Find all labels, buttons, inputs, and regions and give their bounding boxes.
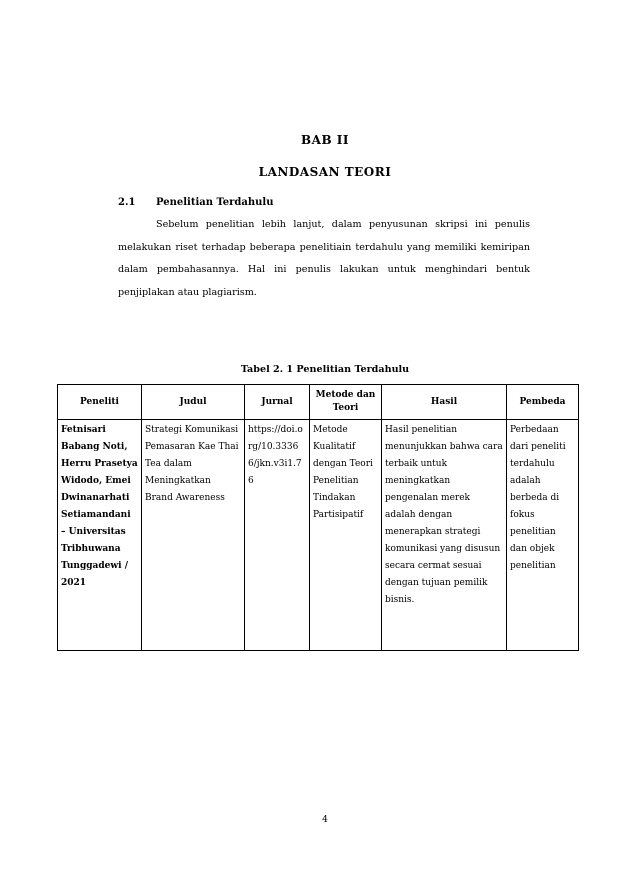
table-row bbox=[58, 420, 579, 651]
section-title: Penelitian Terdahulu bbox=[156, 197, 274, 208]
section-number: 2.1 bbox=[118, 197, 136, 208]
header-hasil: Hasil bbox=[382, 385, 507, 420]
header-peneliti: Peneliti bbox=[58, 385, 142, 420]
chapter-title: LANDASAN TEORI bbox=[258, 165, 392, 179]
cell-pembeda: Perbedaan dari peneliti terdahulu adalah berbeda di fokus penelitian dan objek penelitian bbox=[507, 420, 579, 651]
previous-research-table bbox=[57, 384, 579, 651]
header-jurnal: Jurnal bbox=[245, 385, 310, 420]
cell-hasil: Hasil penelitian menunjukkan bahwa cara terbaik untuk meningkatkan pengenalan merek adalah dengan menerapkan strategi komunikasi yang disusun secara cermat sesuai dengan tujuan pemilik bisnis. bbox=[382, 420, 507, 651]
table-caption: Tabel 2. 1 Penelitian Terdahulu bbox=[240, 364, 410, 375]
intro-paragraph-first-line: Sebelum penelitian lebih lanjut, dalam penyusunan skripsi ini penulis bbox=[156, 219, 530, 230]
chapter-heading: BAB II bbox=[301, 133, 349, 147]
cell-metode: Metode Kualitatif dengan Teori Penelitian Tindakan Partisipatif bbox=[310, 420, 382, 651]
header-judul: Judul bbox=[142, 385, 245, 420]
table-header-row bbox=[58, 385, 579, 420]
header-metode: Metode dan Teori bbox=[310, 385, 382, 420]
cell-peneliti: Fetnisari Babang Noti, Herru Prasetya Widodo, Emei Dwinanarhati Setiamandani – Universitas Tribhuwana Tunggadewi / 2021 bbox=[58, 420, 142, 651]
cell-jurnal-link[interactable]: https://doi.org/10.33366/jkn.v3i1.76 bbox=[245, 420, 310, 651]
intro-paragraph-rest: melakukan riset terhadap beberapa penelitiain terdahulu yang memiliki kemiripan dalam pembahasannya. Hal ini penulis lakukan untuk menghindari bentuk penjiplakan atau plagiarism. bbox=[118, 241, 530, 298]
cell-judul: Strategi Komunikasi Pemasaran Kae Thai Tea dalam Meningkatkan Brand Awareness bbox=[142, 420, 245, 651]
intro-paragraph bbox=[118, 214, 530, 304]
header-pembeda: Pembeda bbox=[507, 385, 579, 420]
page-number: 4 bbox=[322, 815, 328, 825]
